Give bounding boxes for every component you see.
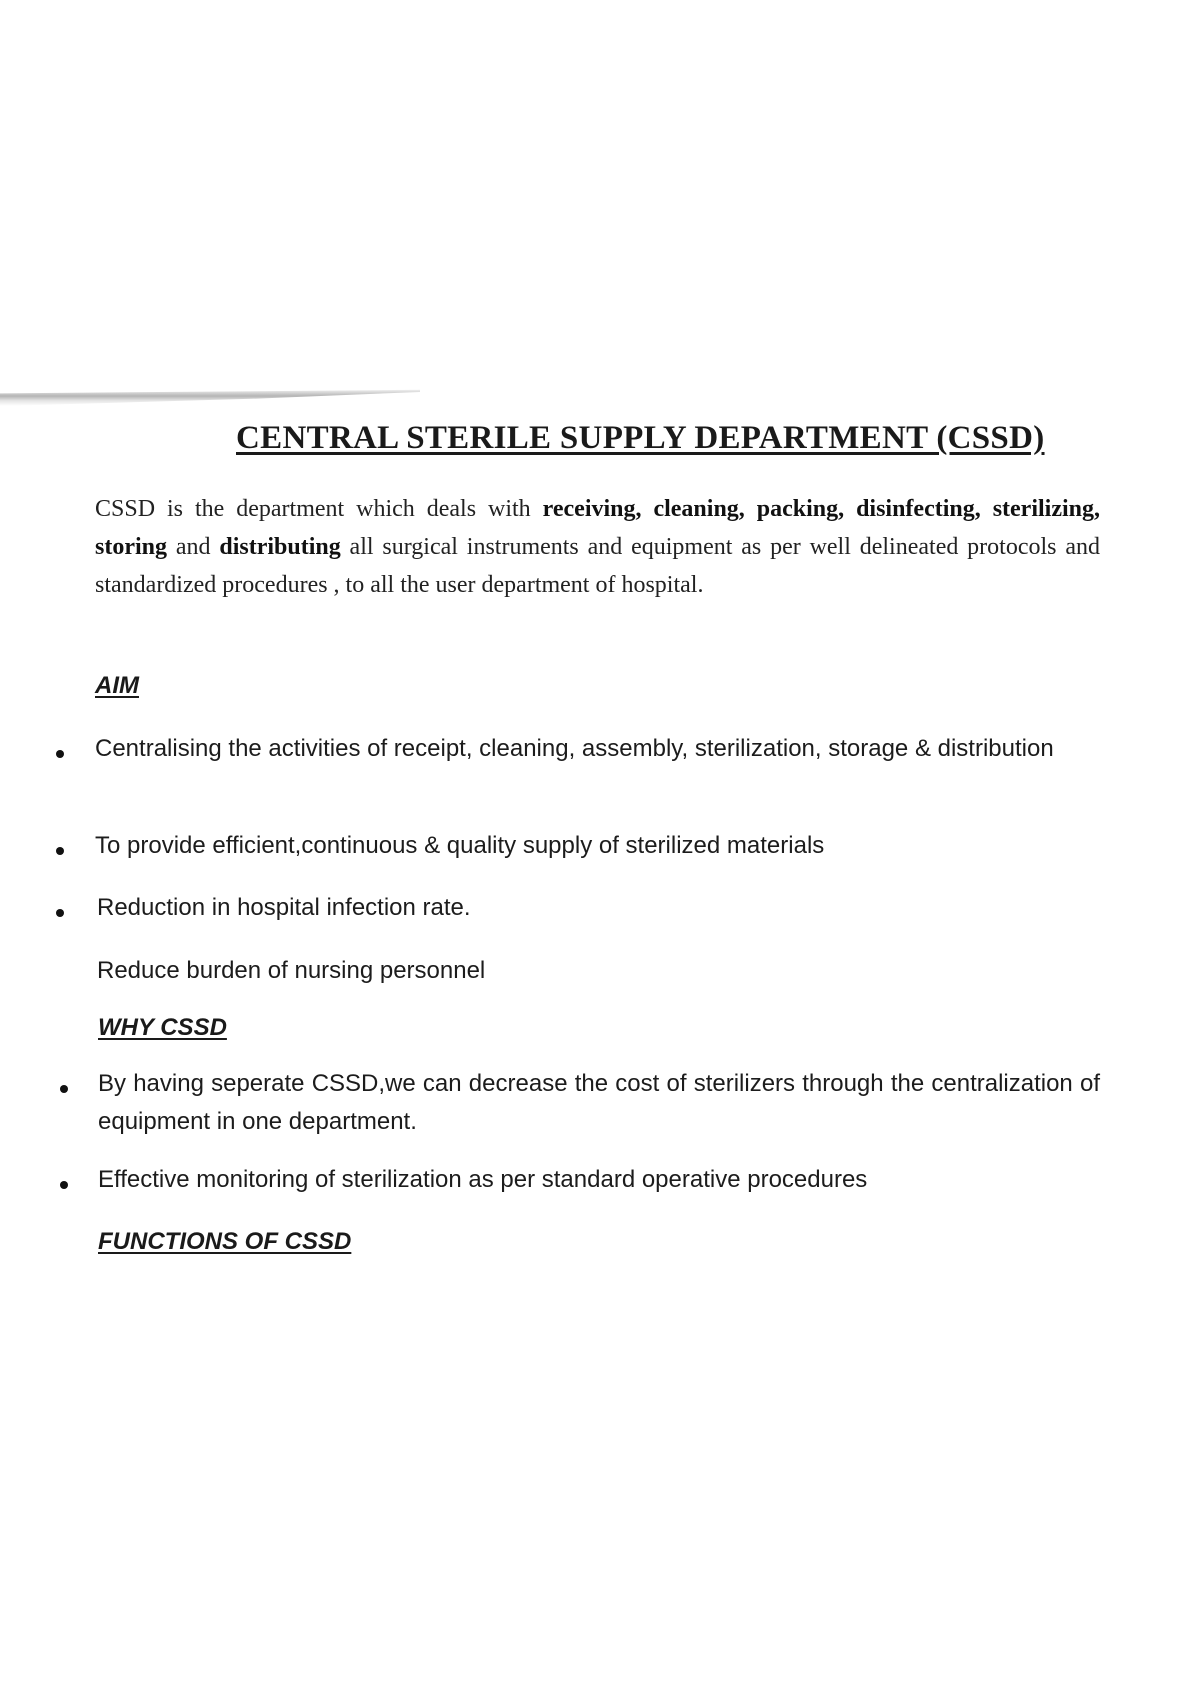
why-item-2: Effective monitoring of sterilization as per standard operative procedures: [98, 1166, 868, 1193]
intro-bold-2: distributing: [219, 534, 341, 560]
intro-text-2: and: [167, 534, 220, 560]
bullet-icon: [56, 909, 64, 917]
bullet-icon: [56, 750, 64, 758]
functions-heading: FUNCTIONS OF CSSD: [98, 1228, 352, 1255]
intro-text-3: all surgical instruments and equipment as per well delineated protocols and standardized procedures , to all the user department of hospital.: [95, 534, 1101, 598]
why-item-1: By having seperate CSSD,we can decrease the cost of sterilizers through the centralization of equipment in one department.: [98, 1070, 1100, 1135]
bullet-icon: [60, 1181, 68, 1189]
aim-item-2: To provide efficient,continuous & quality supply of sterilized materials: [95, 832, 825, 859]
intro-paragraph: [95, 490, 1100, 604]
intro-bold-1: receiving, cleaning, packing, disinfecting, sterilizing, storing: [95, 496, 1101, 560]
page-title: CENTRAL STERILE SUPPLY DEPARTMENT (CSSD): [236, 420, 1045, 456]
bullet-icon: [60, 1085, 68, 1093]
aim-item-3: Reduction in hospital infection rate.: [97, 894, 471, 921]
why-cssd-heading: WHY CSSD: [98, 1014, 227, 1041]
aim-item-1: Centralising the activities of receipt, cleaning, assembly, sterilization, storage & distribution: [95, 735, 1054, 762]
bullet-icon: [56, 847, 64, 855]
aim-extra-line: Reduce burden of nursing personnel: [97, 957, 486, 984]
aim-heading: AIM: [95, 672, 139, 699]
intro-text-1: CSSD is the department which deals with: [95, 496, 543, 522]
scan-streak: [0, 388, 420, 406]
